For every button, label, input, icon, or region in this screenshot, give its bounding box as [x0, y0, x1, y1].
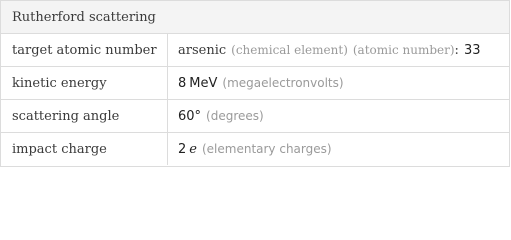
- unit-note: (elementary charges): [201, 142, 332, 156]
- row-value: [168, 133, 509, 165]
- value-unit: MeV: [189, 75, 218, 91]
- value-number: 60°: [178, 108, 202, 124]
- value-number: 8: [178, 75, 187, 91]
- row-label: scattering angle: [1, 100, 168, 132]
- table-row-impact-charge: [1, 133, 509, 165]
- unit-note: (megaelectronvolts): [222, 76, 344, 90]
- table-row-kinetic-energy: [1, 67, 509, 100]
- unit-note: (degrees): [206, 109, 264, 123]
- element-name: arsenic: [178, 42, 227, 58]
- row-value: [168, 100, 509, 132]
- row-label: impact charge: [1, 133, 168, 165]
- property-note: (atomic number): [352, 43, 455, 57]
- element-note: (chemical element): [231, 43, 348, 57]
- row-value: [168, 34, 509, 66]
- value-separator: :: [454, 42, 459, 58]
- value-number: 33: [463, 42, 481, 58]
- row-label: kinetic energy: [1, 67, 168, 99]
- table-row-scattering-angle: [1, 100, 509, 133]
- row-value: [168, 67, 509, 99]
- table-title: Rutherford scattering: [12, 9, 156, 25]
- value-unit: e: [189, 141, 197, 157]
- value-number: 2: [178, 141, 187, 157]
- row-label: target atomic number: [1, 34, 168, 66]
- table-row-target-atomic-number: [1, 34, 509, 67]
- table-header: [1, 1, 509, 34]
